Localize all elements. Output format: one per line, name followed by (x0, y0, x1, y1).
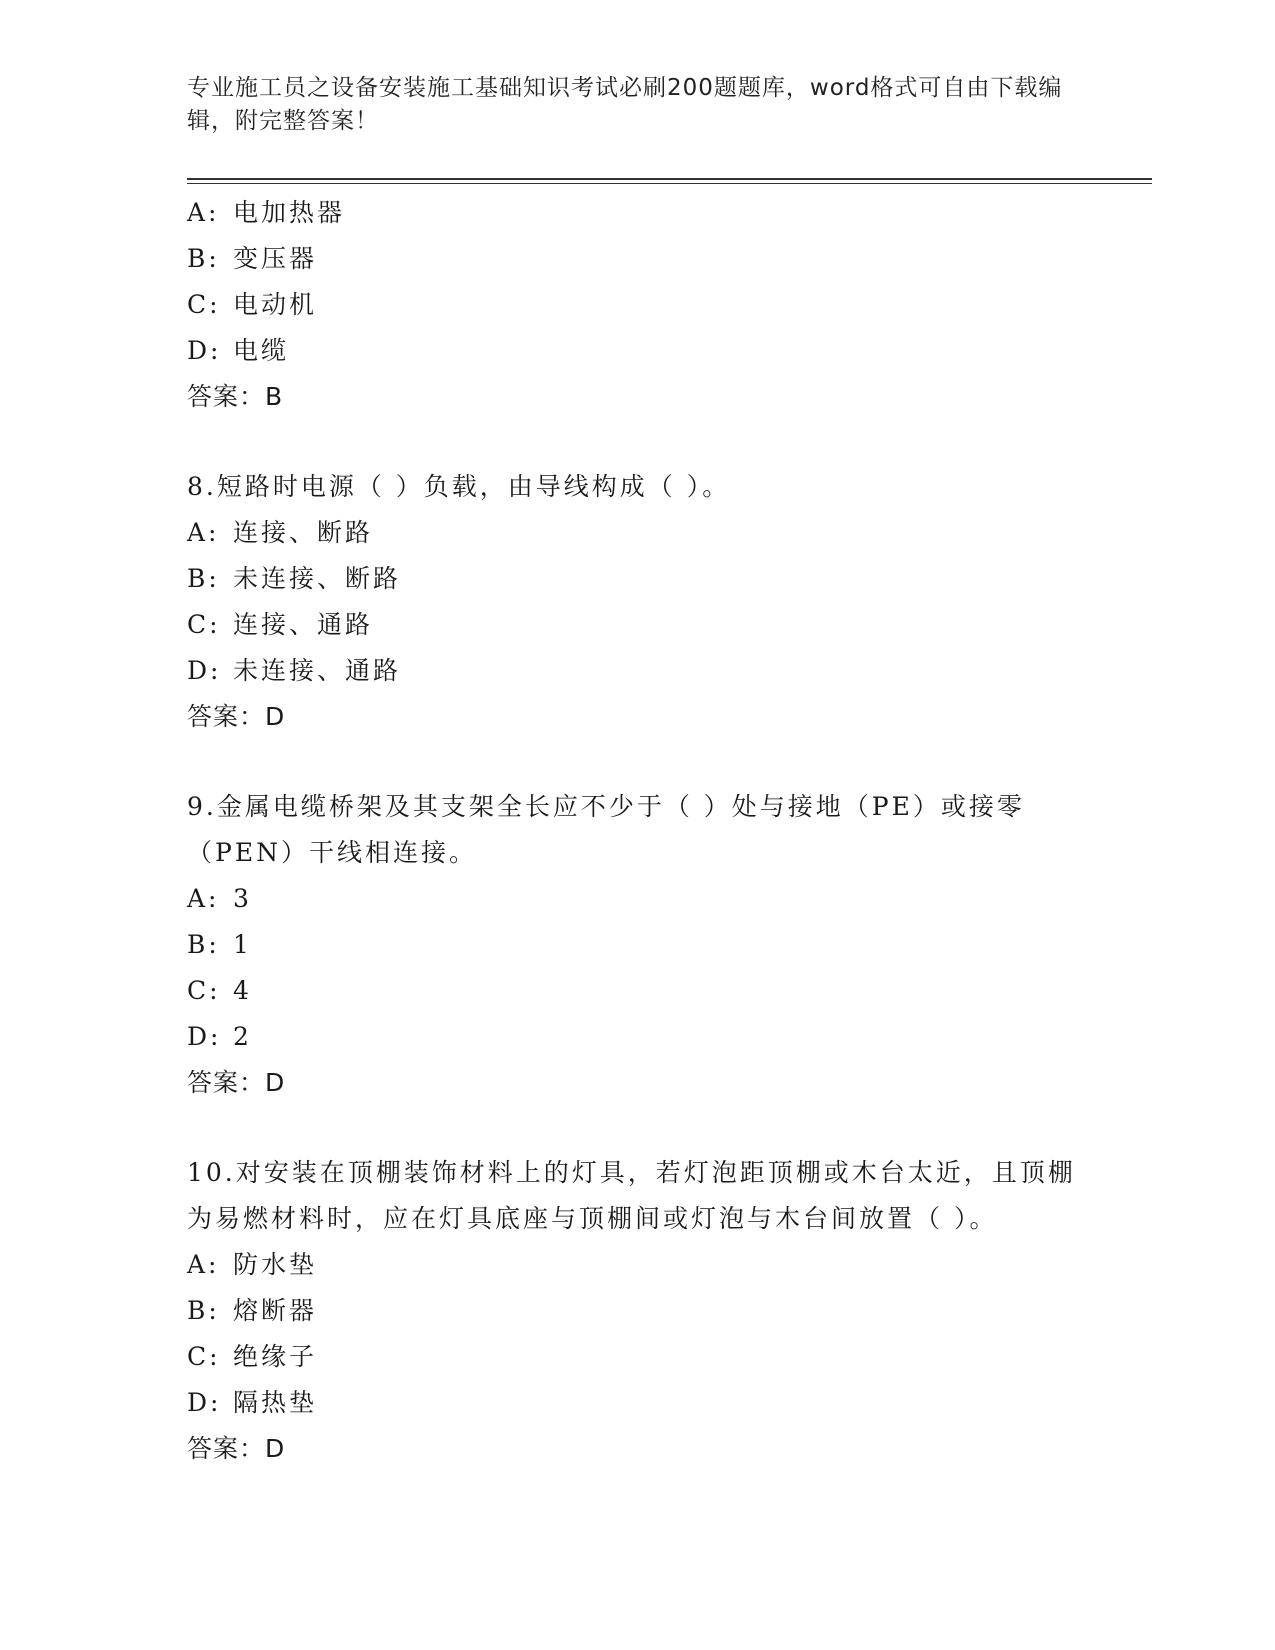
question-block-7 (187, 190, 1087, 420)
question-block-10 (187, 1150, 1087, 1472)
option-b: B: 1 (187, 930, 252, 959)
option-a: A: 连接、断路 (187, 518, 374, 547)
option-d: D: 2 (187, 1022, 252, 1051)
document-header: 专业施工员之设备安装施工基础知识考试必刷200题题库，word格式可自由下载编辑，附完整答案！ (187, 75, 1063, 134)
header-rule-thick (187, 178, 1152, 180)
option-c: C: 电动机 (187, 290, 318, 319)
option-b: B: 变压器 (187, 244, 318, 273)
option-a: A: 防水垫 (187, 1250, 318, 1279)
option-d: D: 电缆 (187, 336, 290, 365)
answer-line: 答案：D (187, 702, 286, 731)
option-b: B: 未连接、断路 (187, 564, 402, 593)
answer-line: 答案：D (187, 1068, 286, 1097)
header-rule-thin (187, 183, 1152, 184)
option-d: D: 未连接、通路 (187, 656, 402, 685)
question-text: 10.对安装在顶棚装饰材料上的灯具，若灯泡距顶棚或木台太近，且顶棚为易燃材料时，应在灯具底座与顶棚间或灯泡与木台间放置（ ）。 (187, 1158, 1076, 1233)
answer-line: 答案：B (187, 382, 284, 411)
option-c: C: 4 (187, 976, 252, 1005)
option-a: A: 电加热器 (187, 198, 346, 227)
question-list (187, 190, 1087, 1472)
question-block-9 (187, 784, 1087, 1106)
option-a: A: 3 (187, 884, 252, 913)
question-text: 9.金属电缆桥架及其支架全长应不少于（ ）处与接地（PE）或接零（PEN）干线相连接。 (187, 792, 1025, 867)
question-text: 8.短路时电源（ ）负载，由导线构成（ ）。 (187, 472, 731, 501)
option-d: D: 隔热垫 (187, 1388, 318, 1417)
answer-line: 答案：D (187, 1434, 286, 1463)
question-block-8 (187, 464, 1087, 740)
option-c: C: 连接、通路 (187, 610, 374, 639)
option-c: C: 绝缘子 (187, 1342, 318, 1371)
option-b: B: 熔断器 (187, 1296, 318, 1325)
